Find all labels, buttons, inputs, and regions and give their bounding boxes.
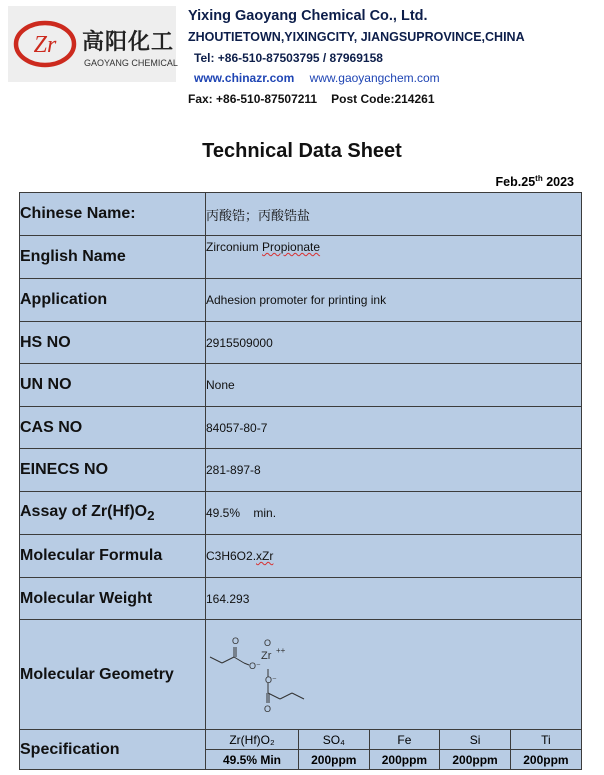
atom-o-minus-2: O⁻ [265, 674, 277, 685]
company-tel: Tel: +86-510-87503795 / 87969158 [194, 51, 383, 65]
value-cas-no: 84057-80-7 [206, 407, 582, 449]
spec-col-si: Si [440, 730, 511, 750]
english-name-part2: Propionate [262, 240, 321, 254]
value-hs-no: 2915509000 [206, 322, 582, 364]
spec-header-row [206, 730, 581, 750]
value-application: Adhesion promoter for printing ink [206, 279, 582, 322]
website-link-gaoyangchem[interactable]: www.gaoyangchem.com [309, 71, 440, 85]
atom-o-carbonyl-1: O [232, 635, 240, 646]
row-english-name [20, 236, 582, 279]
label-molecular-formula: Molecular Formula [20, 535, 206, 578]
spec-val-zrhfo2: 49.5% Min [222, 752, 282, 767]
assay-label-main: Assay of Zr(Hf)O [20, 502, 148, 520]
value-specification [206, 730, 582, 770]
row-un-no [20, 364, 582, 407]
row-application [20, 279, 582, 322]
atom-o-minus-1: O⁻ [249, 660, 261, 671]
label-assay [20, 492, 206, 535]
value-assay: 49.5% min. [206, 492, 582, 535]
formula-part2: xZr [256, 549, 274, 563]
english-name-part1: Zirconium [206, 240, 263, 254]
spec-val-fe: 200ppm [369, 750, 440, 770]
specification-grid [206, 730, 581, 769]
row-chinese-name [20, 193, 582, 236]
atom-o-carbonyl-2: O [264, 703, 272, 714]
data-sheet-table [19, 192, 582, 770]
atom-zr-charge: ++ [276, 645, 286, 655]
row-hs-no [20, 322, 582, 364]
company-fax: Fax: +86-510-87507211 [188, 92, 318, 106]
logo-english-name: GAOYANG CHEMICAL [84, 58, 178, 68]
company-websites [194, 71, 440, 85]
date-year: 2023 [542, 175, 574, 190]
row-specification [20, 730, 582, 770]
value-einecs-no: 281-897-8 [206, 449, 582, 492]
row-molecular-weight [20, 578, 582, 620]
company-address: ZHOUTIETOWN,YIXINGCITY, JIANGSUPROVINCE,CHINA [188, 30, 525, 44]
label-cas-no: CAS NO [20, 407, 206, 449]
value-molecular-geometry [206, 620, 582, 730]
spec-col-so4: SO₄ [299, 730, 370, 750]
value-molecular-weight: 164.293 [206, 578, 582, 620]
value-un-no: None [206, 364, 582, 407]
label-molecular-weight: Molecular Weight [20, 578, 206, 620]
formula-part1: C3H6O2. [206, 549, 257, 563]
row-molecular-formula [20, 535, 582, 578]
row-cas-no [20, 407, 582, 449]
atom-zr: Zr [261, 649, 272, 662]
document-date [496, 174, 574, 189]
label-hs-no: HS NO [20, 322, 206, 364]
label-molecular-geometry: Molecular Geometry [20, 620, 206, 730]
spec-val-so4: 200ppm [299, 750, 370, 770]
date-prefix: Feb.25 [495, 175, 536, 190]
zr-ring-logo-icon [12, 18, 78, 70]
label-specification: Specification [20, 730, 206, 770]
atom-o-coord: O [264, 637, 272, 648]
value-english-name [206, 236, 582, 279]
spec-value-row [206, 750, 581, 770]
molecule-structure-diagram [206, 621, 346, 729]
document-title: Technical Data Sheet [202, 140, 402, 162]
company-logo [8, 6, 176, 82]
label-application: Application [20, 279, 206, 322]
logo-mark-text: Zr [33, 32, 57, 58]
value-chinese-name: 丙酸锆；丙酸锆盐 [206, 193, 582, 236]
assay-label-sub: 2 [147, 508, 155, 524]
logo-chinese-name: 高阳化工 [82, 29, 175, 54]
spec-col-fe: Fe [369, 730, 440, 750]
company-postcode: Post Code:214261 [331, 92, 435, 106]
value-molecular-formula [206, 535, 582, 578]
label-un-no: UN NO [20, 364, 206, 407]
spec-col-zrhfo2: Zr(Hf)O₂ [206, 730, 299, 750]
spec-val-si: 200ppm [440, 750, 511, 770]
row-molecular-geometry [20, 620, 582, 730]
spec-col-ti: Ti [510, 730, 581, 750]
date-suffix: th [535, 174, 543, 183]
company-name: Yixing Gaoyang Chemical Co., Ltd. [188, 8, 428, 24]
spec-val-ti: 200ppm [510, 750, 581, 770]
website-link-chinazr[interactable]: www.chinazr.com [194, 71, 295, 85]
row-assay [20, 492, 582, 535]
label-chinese-name: Chinese Name: [20, 193, 206, 236]
label-english-name: English Name [20, 236, 206, 279]
label-einecs-no: EINECS NO [20, 449, 206, 492]
company-fax-postcode [188, 92, 435, 106]
row-einecs-no [20, 449, 582, 492]
